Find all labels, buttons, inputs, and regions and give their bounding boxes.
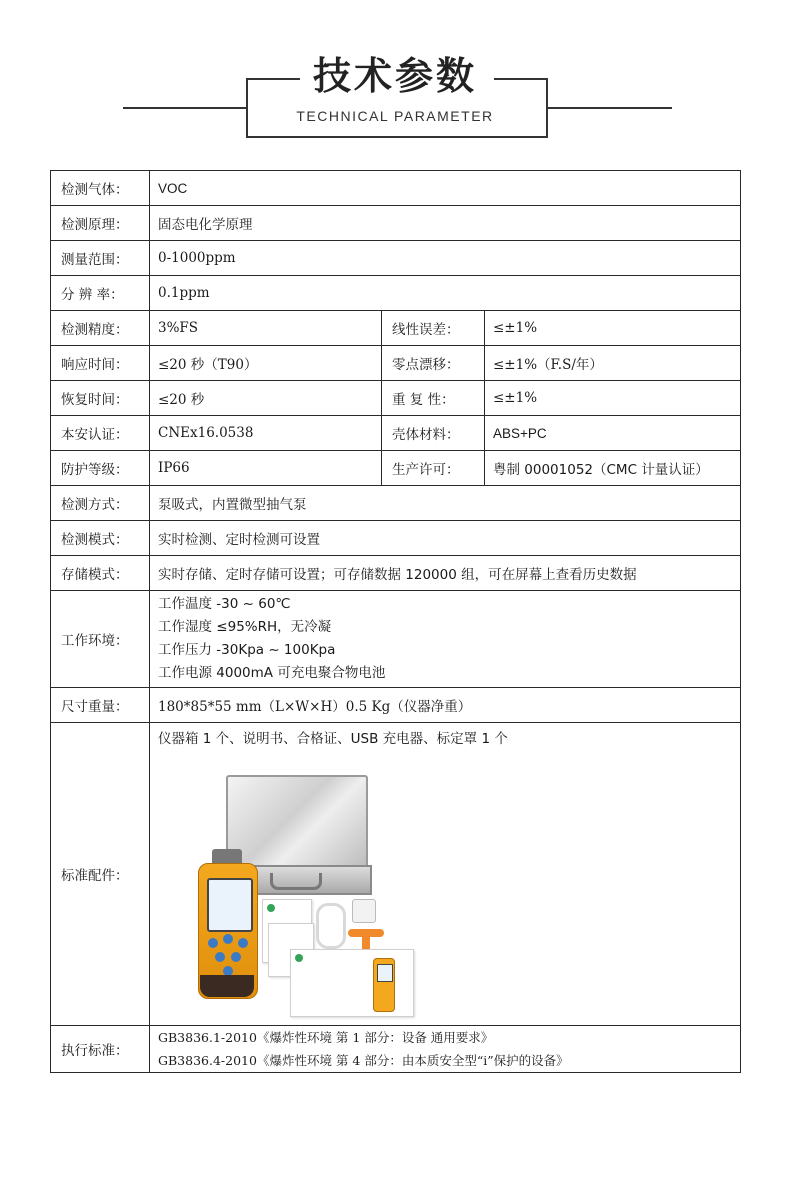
env-line: 工作压力 -30Kpa ~ 100Kpa	[158, 642, 336, 658]
spec-value: ABS+PC	[485, 416, 741, 451]
case-handle	[270, 873, 322, 890]
spec-value: ≤±1%	[485, 311, 741, 346]
table-row	[51, 381, 741, 416]
spec-value: ≤±1%	[485, 381, 741, 416]
spec-value: 实时存储、定时存储可设置；可存储数据 120000 组，可在屏幕上查看历史数据	[150, 556, 741, 591]
spec-label: 零点漂移：	[382, 346, 485, 381]
product-brochure	[290, 949, 414, 1017]
table-row	[51, 206, 741, 241]
device-button	[215, 952, 225, 962]
spec-value: 粤制 00001052（CMC 计量认证）	[485, 451, 741, 486]
table-row	[51, 346, 741, 381]
spec-label: 测量范围：	[51, 241, 150, 276]
table-row	[51, 416, 741, 451]
env-line: 工作湿度 ≤95%RH，无冷凝	[158, 619, 332, 635]
spec-value: ≤20 秒（T90）	[150, 346, 382, 381]
table-row	[51, 723, 741, 1026]
spec-value: CNEx16.0538	[150, 416, 382, 451]
page-title: 技术参数	[312, 54, 477, 98]
spec-value-standards	[150, 1026, 741, 1073]
spec-value: ≤20 秒	[150, 381, 382, 416]
spec-value: 实时检测、定时检测可设置	[150, 521, 741, 556]
usb-cable	[316, 903, 346, 949]
standard-line: GB3836.1-2010《爆炸性环境 第 1 部分：设备 通用要求》	[158, 1030, 494, 1045]
device-button	[238, 938, 248, 948]
spec-label: 检测气体：	[51, 171, 150, 206]
standard-line: GB3836.4-2010《爆炸性环境 第 4 部分：由本质安全型“i”保护的设备》	[158, 1053, 569, 1068]
spec-label: 生产许可：	[382, 451, 485, 486]
brand-logo-icon	[267, 904, 275, 912]
table-row	[51, 171, 741, 206]
spec-value: 固态电化学原理	[150, 206, 741, 241]
spec-label: 尺寸重量：	[51, 688, 150, 723]
env-line: 工作电源 4000mA 可充电聚合物电池	[158, 665, 386, 681]
spec-label: 恢复时间：	[51, 381, 150, 416]
spec-label: 检测模式：	[51, 521, 150, 556]
env-line: 工作温度 -30 ~ 60℃	[158, 596, 291, 612]
spec-label: 检测精度：	[51, 311, 150, 346]
brand-logo-icon	[295, 954, 303, 962]
spec-value: 3%FS	[150, 311, 382, 346]
brochure-device-image	[373, 958, 395, 1012]
header-line-right-top	[494, 78, 548, 80]
accessories-text: 仪器箱 1 个、说明书、合格证、USB 充电器、标定罩 1 个	[158, 731, 508, 747]
usb-charger	[352, 899, 376, 923]
spec-label: 标准配件：	[51, 723, 150, 1026]
aluminum-case-lid	[226, 775, 368, 869]
device-base	[200, 975, 254, 997]
device-button	[223, 934, 233, 944]
device-button	[208, 938, 218, 948]
spec-value: 180*85*55 mm（L×W×H）0.5 Kg（仪器净重）	[150, 688, 741, 723]
device-button	[231, 952, 241, 962]
spec-label: 壳体材料：	[382, 416, 485, 451]
table-row	[51, 486, 741, 521]
table-row	[51, 241, 741, 276]
spec-label: 分 辨 率：	[51, 276, 150, 311]
table-row	[51, 556, 741, 591]
spec-label: 检测方式：	[51, 486, 150, 521]
spec-value: 泵吸式，内置微型抽气泵	[150, 486, 741, 521]
spec-value-accessories	[150, 723, 741, 1026]
spec-value-environment	[150, 591, 741, 688]
spec-table	[50, 170, 741, 1073]
header-line-left-long	[123, 107, 247, 109]
table-row	[51, 521, 741, 556]
calibration-cap-stem	[362, 929, 370, 951]
header-frame-right	[546, 78, 548, 138]
spec-value: IP66	[150, 451, 382, 486]
header-line-left-top	[246, 78, 300, 80]
spec-label: 执行标准：	[51, 1026, 150, 1073]
header-line-right-long	[548, 107, 672, 109]
brochure-device-screen	[377, 964, 393, 982]
spec-label: 线性误差：	[382, 311, 485, 346]
spec-value: 0.1ppm	[150, 276, 741, 311]
table-row	[51, 451, 741, 486]
header-frame-left	[246, 78, 248, 138]
table-row	[51, 1026, 741, 1073]
spec-value: VOC	[150, 171, 741, 206]
product-photo	[198, 753, 618, 1021]
header-frame-bottom	[246, 136, 548, 138]
spec-label: 检测原理：	[51, 206, 150, 241]
spec-label: 防护等级：	[51, 451, 150, 486]
device-screen	[207, 878, 253, 932]
table-row	[51, 688, 741, 723]
spec-label: 响应时间：	[51, 346, 150, 381]
spec-label: 重 复 性：	[382, 381, 485, 416]
page-subtitle: TECHNICAL PARAMETER	[296, 108, 494, 124]
spec-value: 0-1000ppm	[150, 241, 741, 276]
spec-label: 工作环境：	[51, 591, 150, 688]
spec-label: 本安认证：	[51, 416, 150, 451]
table-row	[51, 311, 741, 346]
table-row	[51, 276, 741, 311]
table-row	[51, 591, 741, 688]
spec-value: ≤±1%（F.S/年）	[485, 346, 741, 381]
spec-label: 存储模式：	[51, 556, 150, 591]
